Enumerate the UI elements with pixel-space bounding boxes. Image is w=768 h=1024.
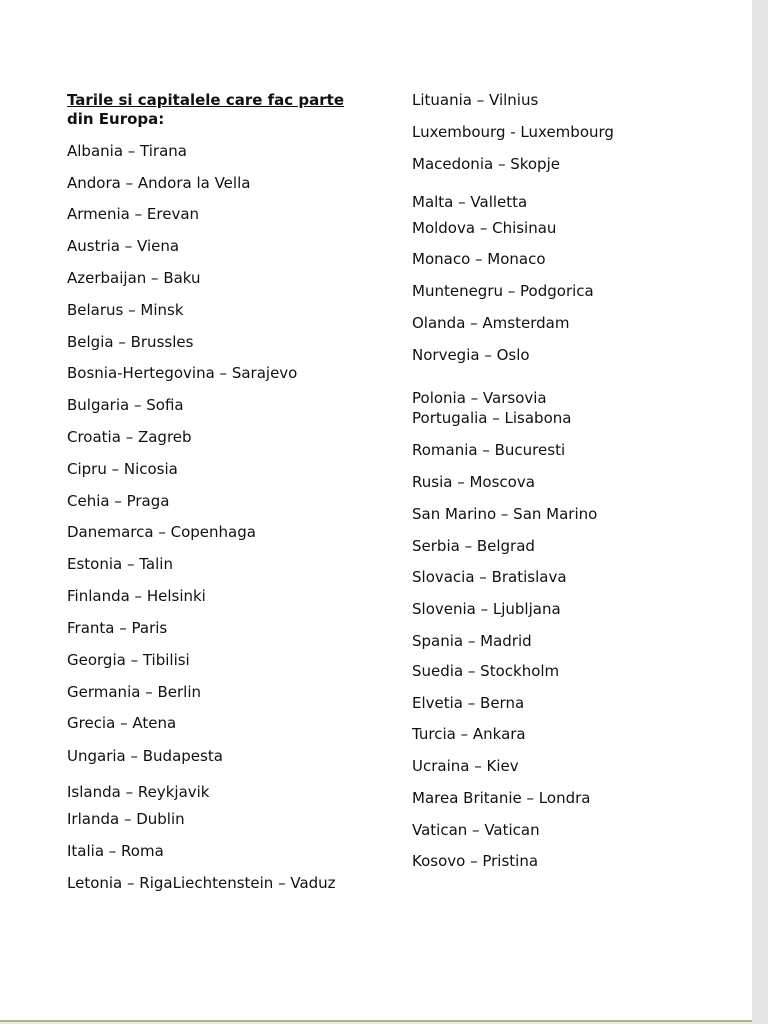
country-capital-entry: Letonia – RigaLiechtenstein – Vaduz: [67, 874, 336, 892]
country-capital-entry: Bulgaria – Sofia: [67, 396, 184, 414]
country-capital-entry: Kosovo – Pristina: [412, 852, 539, 870]
country-capital-entry: Rusia – Moscova: [412, 473, 535, 491]
country-capital-entry: Azerbaijan – Baku: [67, 269, 201, 287]
country-capital-entry: Finlanda – Helsinki: [67, 587, 206, 605]
country-capital-entry: Bosnia-Hertegovina – Sarajevo: [67, 364, 298, 382]
heading-line-2: din Europa:: [67, 110, 165, 128]
page-margin-strip: [752, 0, 768, 1024]
country-capital-entry: Marea Britanie – Londra: [412, 789, 591, 807]
country-capital-entry: Macedonia – Skopje: [412, 155, 560, 173]
country-capital-entry: Muntenegru – Podgorica: [412, 282, 594, 300]
country-capital-entry: Lituania – Vilnius: [412, 91, 539, 109]
country-capital-entry: Andora – Andora la Vella: [67, 174, 251, 192]
country-capital-entry: Ucraina – Kiev: [412, 757, 519, 775]
country-capital-entry: Polonia – Varsovia: [412, 389, 547, 407]
country-capital-entry: Serbia – Belgrad: [412, 537, 535, 555]
country-capital-entry: Slovenia – Ljubljana: [412, 600, 561, 618]
country-capital-entry: Ungaria – Budapesta: [67, 747, 223, 765]
country-capital-entry: Vatican – Vatican: [412, 821, 540, 839]
country-capital-entry: Suedia – Stockholm: [412, 662, 560, 680]
country-capital-entry: Elvetia – Berna: [412, 694, 525, 712]
country-capital-entry: Portugalia – Lisabona: [412, 409, 572, 427]
country-capital-entry: Norvegia – Oslo: [412, 346, 530, 364]
country-capital-entry: Germania – Berlin: [67, 683, 201, 701]
country-capital-entry: Belarus – Minsk: [67, 301, 184, 319]
country-capital-entry: Danemarca – Copenhaga: [67, 523, 256, 541]
country-capital-entry: Franta – Paris: [67, 619, 168, 637]
country-capital-entry: Malta – Valletta: [412, 193, 528, 211]
country-capital-entry: Islanda – Reykjavik: [67, 783, 210, 801]
country-capital-entry: Spania – Madrid: [412, 632, 532, 650]
country-capital-entry: San Marino – San Marino: [412, 505, 598, 523]
country-capital-entry: Croatia – Zagreb: [67, 428, 192, 446]
country-capital-entry: Olanda – Amsterdam: [412, 314, 570, 332]
country-capital-entry: Cipru – Nicosia: [67, 460, 178, 478]
country-capital-entry: Luxembourg - Luxembourg: [412, 123, 614, 141]
country-capital-entry: Irlanda – Dublin: [67, 810, 185, 828]
country-capital-entry: Moldova – Chisinau: [412, 219, 557, 237]
country-capital-entry: Austria – Viena: [67, 237, 180, 255]
heading-line-1: Tarile si capitalele care fac parte: [67, 91, 344, 109]
country-capital-entry: Estonia – Talin: [67, 555, 173, 573]
country-capital-entry: Monaco – Monaco: [412, 250, 546, 268]
country-capital-entry: Georgia – Tibilisi: [67, 651, 190, 669]
country-capital-entry: Belgia – Brussles: [67, 333, 194, 351]
country-capital-entry: Albania – Tirana: [67, 142, 187, 160]
country-capital-entry: Italia – Roma: [67, 842, 164, 860]
country-capital-entry: Romania – Bucuresti: [412, 441, 566, 459]
country-capital-entry: Grecia – Atena: [67, 714, 177, 732]
country-capital-entry: Armenia – Erevan: [67, 205, 200, 223]
country-capital-entry: Cehia – Praga: [67, 492, 170, 510]
country-capital-entry: Slovacia – Bratislava: [412, 568, 567, 586]
country-capital-entry: Turcia – Ankara: [412, 725, 526, 743]
left-column: [67, 91, 387, 892]
document-heading: [67, 91, 387, 129]
